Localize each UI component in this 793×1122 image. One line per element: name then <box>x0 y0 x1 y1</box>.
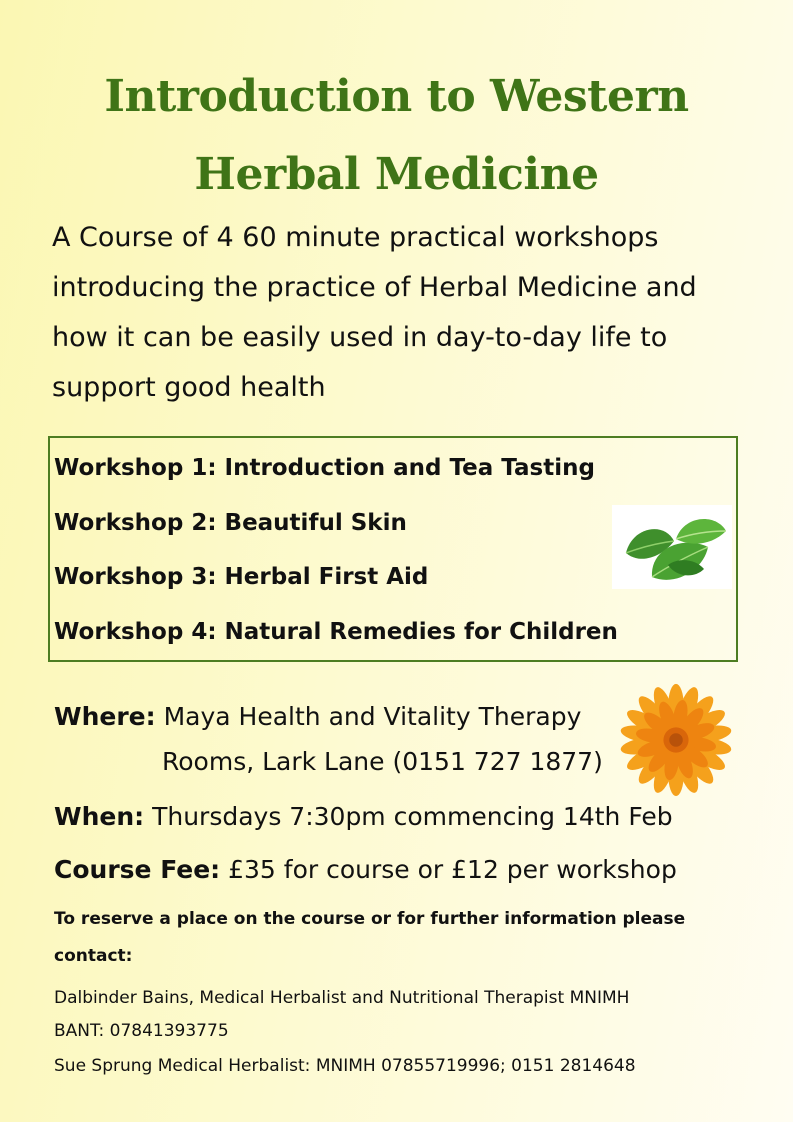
contact-line-3: Sue Sprung Medical Herbalist: MNIMH 07855719996; 0151 2814648 <box>54 1056 636 1076</box>
intro-line-4: support good health <box>52 372 326 403</box>
workshop-item-1: Workshop 1: Introduction and Tea Tasting <box>54 455 595 481</box>
fee-label: Course Fee: <box>54 855 221 884</box>
reserve-line-2: contact: <box>54 946 133 966</box>
workshop-item-2: Workshop 2: Beautiful Skin <box>54 509 407 536</box>
where-value-2: Rooms, Lark Lane (0151 727 1877) <box>162 747 603 776</box>
reserve-line-1: To reserve a place on the course or for further information please <box>54 909 686 929</box>
intro-line-1: A Course of 4 60 minute practical workshops <box>52 222 659 253</box>
contact-line-1: Dalbinder Bains, Medical Herbalist and Nutritional Therapist MNIMH <box>54 988 630 1008</box>
mint-leaves-icon <box>612 505 732 589</box>
intro-line-2: introducing the practice of Herbal Medicine and <box>52 272 697 303</box>
calendula-flower-icon <box>618 682 734 798</box>
fee-value: £35 for course or £12 per workshop <box>228 855 677 884</box>
when-label: When: <box>54 802 145 831</box>
title-line-2: Herbal Medicine <box>194 149 599 200</box>
when-value: Thursdays 7:30pm commencing 14th Feb <box>152 802 673 831</box>
where-label: Where: <box>54 702 156 731</box>
workshop-list <box>54 441 654 659</box>
contact-line-2: BANT: 07841393775 <box>54 1021 229 1041</box>
course-description <box>52 213 752 413</box>
fee-line <box>54 853 677 887</box>
intro-line-3: how it can be easily used in day-to-day life to <box>52 322 668 353</box>
where-line-1 <box>54 700 581 734</box>
workshop-item-4: Workshop 4: Natural Remedies for Children <box>54 618 618 645</box>
where-value-1: Maya Health and Vitality Therapy <box>163 702 582 731</box>
when-line <box>54 800 673 834</box>
workshop-item-3: Workshop 3: Herbal First Aid <box>54 564 429 590</box>
title-line-1: Introduction to Western <box>104 71 689 122</box>
where-line-2 <box>54 745 603 779</box>
page-title <box>0 58 793 214</box>
